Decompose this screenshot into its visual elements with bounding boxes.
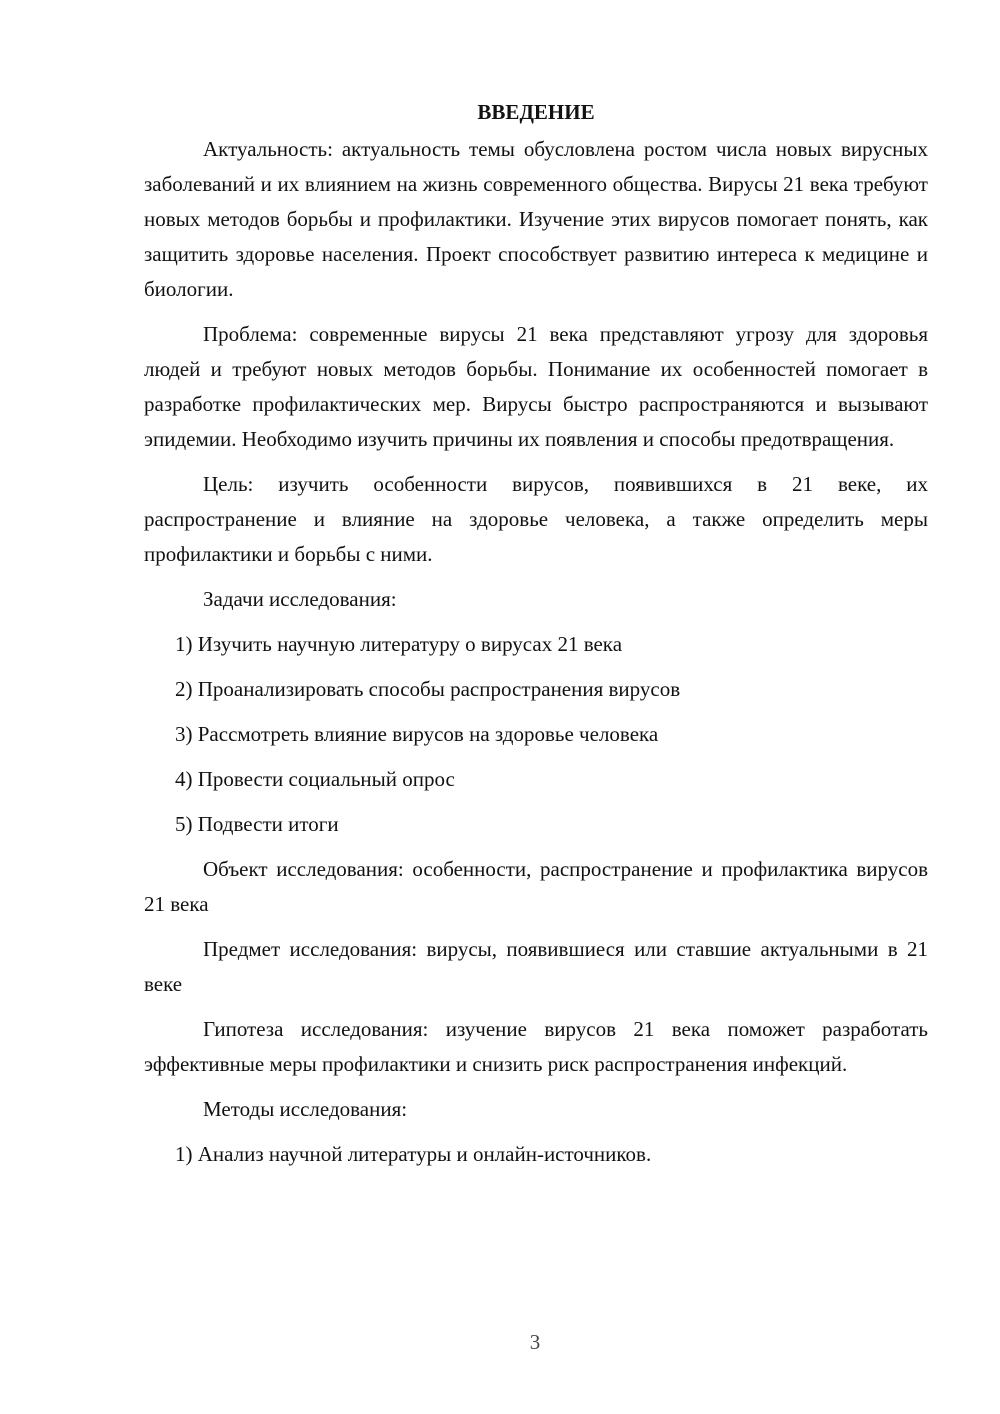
list-item: 1) Изучить научную литературу о вирусах 21 века xyxy=(175,632,623,656)
methods-list xyxy=(144,1137,928,1172)
hypothesis-paragraph: Гипотеза исследования: изучение вирусов 21 века поможет разработать эффективные меры профилактики и снизить риск распространения инфекций. xyxy=(144,1017,928,1076)
relevance-paragraph: Актуальность: актуальность темы обусловлена ростом числа новых вирусных заболеваний и их влиянием на жизнь современного общества. Вирусы 21 века требуют новых методов борьбы и профилактики. Изучение этих вирусов помогает понять, как защитить здоровье населения. Проект способствует развитию интереса к медицине и биологии. xyxy=(144,137,928,301)
page-number: 3 xyxy=(529,1330,541,1354)
problem-paragraph: Проблема: современные вирусы 21 века представляют угрозу для здоровья людей и требуют новых методов борьбы. Понимание их особенностей помогает в разработке профилактических мер. Вирусы быстро распространяются и вызывают эпидемии. Необходимо изучить причины их появления и способы предотвращения. xyxy=(144,322,928,451)
tasks-heading: Задачи исследования: xyxy=(203,587,397,611)
list-item: 2) Проанализировать способы распространения вирусов xyxy=(175,677,681,701)
document-page xyxy=(144,92,928,1182)
list-item: 4) Провести социальный опрос xyxy=(175,767,455,791)
subject-paragraph: Предмет исследования: вирусы, появившиеся или ставшие актуальными в 21 веке xyxy=(144,937,928,996)
methods-heading: Методы исследования: xyxy=(203,1097,408,1121)
object-paragraph: Объект исследования: особенности, распространение и профилактика вирусов 21 века xyxy=(144,857,928,916)
tasks-list xyxy=(144,627,928,842)
list-item: 1) Анализ научной литературы и онлайн-источников. xyxy=(175,1142,652,1166)
list-item: 5) Подвести итоги xyxy=(175,812,339,836)
goal-paragraph: Цель: изучить особенности вирусов, появившихся в 21 веке, их распространение и влияние на здоровье человека, а также определить меры профилактики и борьбы с ними. xyxy=(144,472,928,566)
section-title: ВВЕДЕНИЕ xyxy=(477,100,595,124)
list-item: 3) Рассмотреть влияние вирусов на здоровье человека xyxy=(175,722,659,746)
